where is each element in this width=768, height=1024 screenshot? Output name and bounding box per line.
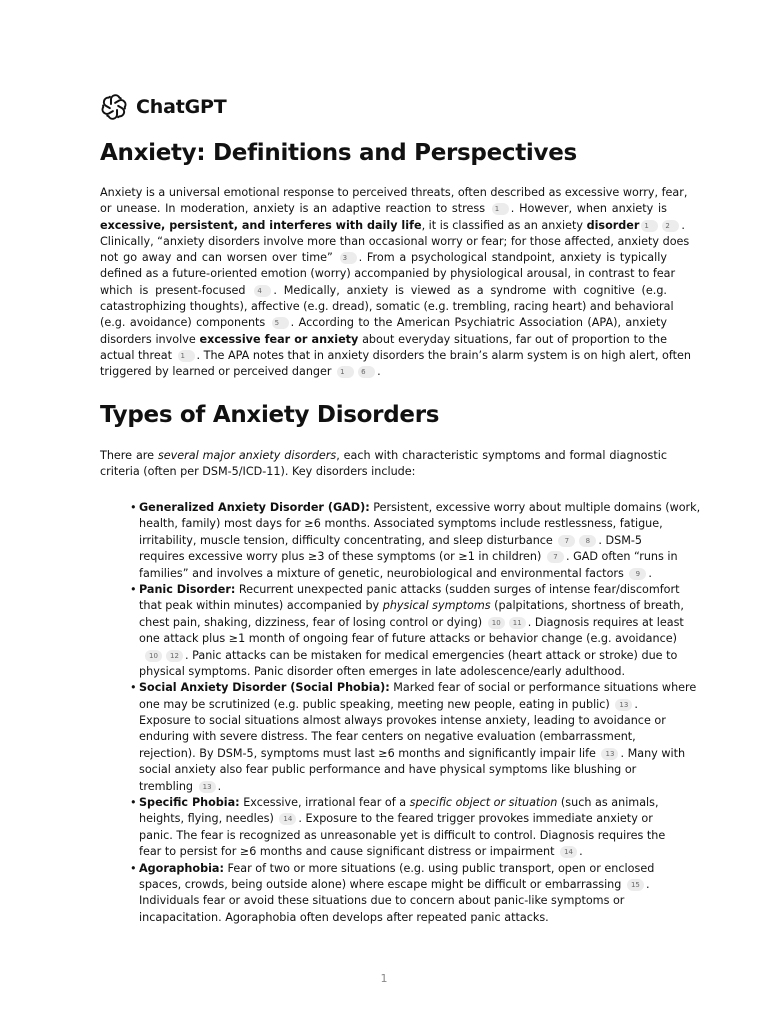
citation-badge[interactable]: 1 bbox=[337, 366, 354, 378]
text-run: . Many with bbox=[620, 746, 686, 760]
text-run: . According to the American Psychiatric Association (APA), anxiety bbox=[290, 316, 667, 330]
openai-logo-icon bbox=[100, 93, 128, 121]
citation-badge[interactable]: 3 bbox=[340, 252, 357, 264]
list-item bbox=[130, 861, 670, 927]
text-line bbox=[100, 185, 688, 201]
text-run: . Diagnosis requires at least bbox=[527, 615, 684, 629]
text-run: There are bbox=[100, 449, 158, 462]
citation-badge[interactable]: 7 bbox=[547, 551, 564, 563]
text-run: irritability, muscle tension, difficulty concentrating, and sleep disturbance bbox=[139, 533, 557, 547]
definitions-paragraph bbox=[100, 185, 691, 381]
text-line bbox=[139, 861, 670, 877]
text-run: one attack plus ≥1 month of ongoing fear of future attacks or behavior change (e.g. avoidance) bbox=[139, 632, 677, 646]
text-line bbox=[100, 315, 667, 331]
citation-badge[interactable]: 13 bbox=[601, 748, 618, 760]
text-line bbox=[100, 283, 667, 299]
citation-badge[interactable]: 12 bbox=[166, 650, 183, 662]
text-run: . bbox=[681, 218, 685, 232]
list-item bbox=[130, 680, 697, 795]
citation-badge[interactable]: 2 bbox=[662, 220, 679, 232]
text-run: disorders involve bbox=[100, 332, 200, 346]
text-run: panic. The fear is recognized as unreasonable yet is difficult to control. Diagnosis requires the bbox=[139, 828, 666, 842]
text-run: chest pain, shaking, dizziness, fear of losing control or dying) bbox=[139, 615, 486, 629]
bold-text: Social Anxiety Disorder (Social Phobia): bbox=[139, 681, 390, 695]
header bbox=[100, 93, 226, 121]
text-line bbox=[139, 648, 678, 664]
text-run: Individuals fear or avoid these situations due to concern about panic-like symptoms or bbox=[139, 894, 625, 908]
bullet-icon: • bbox=[130, 582, 137, 596]
text-run: . From a psychological standpoint, anxiety is typically bbox=[358, 251, 667, 265]
text-run: health, family) most days for ≥6 months. Associated symptoms include restlessness, fatigue, bbox=[139, 517, 663, 531]
text-line bbox=[139, 615, 684, 631]
text-run: that peak within minutes) accompanied by bbox=[139, 599, 383, 613]
text-line bbox=[100, 250, 667, 266]
text-run: (palpitations, shortness of breath, bbox=[490, 599, 684, 613]
text-line bbox=[139, 729, 670, 745]
text-line bbox=[139, 500, 701, 516]
list-item bbox=[130, 582, 684, 680]
text-run: Clinically, “anxiety disorders involve more than occasional worry or fear; for those affected, anxiety does bbox=[100, 234, 690, 248]
types-intro-paragraph bbox=[100, 448, 667, 481]
text-line bbox=[100, 364, 667, 380]
text-line bbox=[139, 582, 680, 598]
text-run: physical symptoms. Panic disorder often emerges in late adolescence/early adulthood. bbox=[139, 664, 626, 678]
italic-text: several major anxiety disorders bbox=[157, 449, 337, 462]
bold-text: Panic Disorder: bbox=[139, 582, 236, 596]
citation-badge[interactable]: 14 bbox=[279, 813, 296, 825]
text-run: . bbox=[634, 697, 638, 711]
text-run: criteria (often per DSM-5/ICD-11). Key disorders include: bbox=[100, 465, 416, 479]
citation-badge[interactable]: 4 bbox=[254, 285, 271, 297]
citation-badge[interactable]: 5 bbox=[272, 317, 289, 329]
text-run: . bbox=[579, 845, 583, 859]
citation-badge[interactable]: 1 bbox=[492, 203, 509, 215]
bold-text: Agoraphobia: bbox=[139, 861, 224, 875]
text-run: catastrophizing thoughts), affective (e.g. dread), somatic (e.g. trembling, racing heart) and behavioral bbox=[100, 300, 674, 314]
citation-badge[interactable]: 7 bbox=[558, 535, 575, 547]
text-run: , it is classified as an anxiety bbox=[421, 218, 587, 232]
text-line bbox=[139, 566, 670, 582]
citation-badge[interactable]: 6 bbox=[358, 366, 375, 378]
text-run: (such as animals, bbox=[557, 796, 659, 810]
text-run: about everyday situations, far out of proportion to the bbox=[358, 332, 667, 346]
text-run: Excessive, irrational fear of a bbox=[239, 796, 410, 810]
italic-text: specific object or situation bbox=[409, 796, 558, 810]
text-run: Exposure to social situations almost always provokes intense anxiety, leading to avoidance or bbox=[139, 714, 666, 728]
text-line bbox=[139, 516, 670, 532]
text-run: (e.g. avoidance) components bbox=[100, 316, 270, 330]
text-run: . bbox=[217, 779, 222, 793]
disorder-list bbox=[130, 500, 701, 926]
text-line bbox=[139, 877, 670, 893]
bold-text: Specific Phobia: bbox=[139, 796, 240, 810]
text-run: . bbox=[648, 566, 652, 580]
text-run: . bbox=[377, 365, 381, 379]
citation-badge[interactable]: 15 bbox=[627, 879, 644, 891]
text-line bbox=[139, 844, 670, 860]
page-number: 1 bbox=[380, 972, 388, 985]
text-line bbox=[100, 234, 690, 250]
text-run: one may be scrutinized (e.g. public speaking, meeting new people, eating in public) bbox=[139, 697, 614, 711]
text-line bbox=[139, 893, 670, 909]
bold-text: disorder bbox=[586, 218, 640, 232]
text-line bbox=[100, 464, 667, 480]
text-run: . Medically, anxiety is viewed as a syndrome with cognitive (e.g. bbox=[273, 283, 667, 297]
text-line bbox=[139, 533, 670, 549]
text-run: . Exposure to the feared trigger provokes immediate anxiety or bbox=[298, 812, 653, 826]
bold-text: Generalized Anxiety Disorder (GAD): bbox=[139, 501, 370, 514]
text-line bbox=[139, 680, 697, 696]
text-run: . Panic attacks can be mistaken for medical emergencies (heart attack or stroke) due to bbox=[185, 648, 678, 662]
text-run: Persistent, excessive worry about multiple domains (work, bbox=[369, 501, 701, 514]
section-title-definitions: Anxiety: Definitions and Perspectives bbox=[100, 140, 577, 166]
text-line bbox=[100, 348, 691, 364]
bullet-icon: • bbox=[130, 501, 137, 514]
text-line bbox=[139, 697, 670, 713]
text-line bbox=[139, 713, 670, 729]
text-run: rejection). By DSM-5, symptoms must last ≥6 months and significantly impair life bbox=[139, 746, 600, 760]
text-run: heights, flying, needles) bbox=[139, 812, 278, 826]
text-run: . GAD often “runs in bbox=[565, 550, 678, 564]
bold-text: excessive, persistent, and interferes with daily life bbox=[100, 218, 422, 232]
italic-text: physical symptoms bbox=[382, 599, 491, 613]
text-line bbox=[139, 795, 670, 811]
text-line bbox=[100, 332, 667, 348]
section-title-types: Types of Anxiety Disorders bbox=[100, 402, 440, 428]
list-item bbox=[130, 500, 701, 582]
citation-badge[interactable]: 10 bbox=[488, 617, 505, 629]
text-run: . DSM-5 bbox=[598, 533, 643, 547]
text-line bbox=[139, 779, 670, 795]
list-item bbox=[130, 795, 670, 861]
citation-badge[interactable]: 13 bbox=[199, 781, 216, 793]
citation-badge[interactable]: 1 bbox=[178, 350, 195, 362]
brand-name: ChatGPT bbox=[136, 96, 227, 118]
text-line bbox=[139, 762, 670, 778]
text-run: , each with characteristic symptoms and formal diagnostic bbox=[336, 449, 667, 462]
bullet-icon: • bbox=[130, 796, 137, 810]
citation-badge[interactable]: 13 bbox=[615, 699, 632, 711]
text-line bbox=[139, 664, 670, 680]
citation-badge[interactable]: 9 bbox=[629, 568, 646, 580]
text-line bbox=[139, 811, 670, 827]
bullet-icon: • bbox=[130, 861, 137, 875]
text-line bbox=[139, 746, 686, 762]
text-run: requires excessive worry plus ≥3 of these symptoms (or ≥1 in children) bbox=[139, 550, 545, 564]
citation-badge[interactable]: 1 bbox=[641, 220, 658, 232]
text-run: defined as a future-oriented emotion (worry) accompanied by physiological arousal, in contrast to fear bbox=[100, 267, 676, 281]
text-line bbox=[100, 448, 667, 464]
text-run: trembling bbox=[139, 779, 197, 793]
text-line bbox=[100, 266, 676, 282]
text-run: or unease. In moderation, anxiety is an adaptive reaction to stress bbox=[100, 202, 490, 216]
text-line bbox=[139, 828, 670, 844]
text-run: social anxiety also fear public performance and have physical symptoms like blushing or bbox=[139, 763, 637, 777]
text-run: Fear of two or more situations (e.g. using public transport, open or enclosed bbox=[223, 861, 655, 875]
text-run: . The APA notes that in anxiety disorders the brain’s alarm system is on high alert, often bbox=[196, 348, 691, 362]
text-run: Recurrent unexpected panic attacks (sudden surges of intense fear/discomfort bbox=[235, 582, 680, 596]
text-line bbox=[139, 598, 684, 614]
citation-badge[interactable]: 14 bbox=[560, 846, 577, 858]
text-line bbox=[139, 910, 670, 926]
text-run: triggered by learned or perceived danger bbox=[100, 365, 336, 379]
bold-text: excessive fear or anxiety bbox=[199, 332, 359, 346]
text-line bbox=[100, 201, 667, 217]
text-run: Anxiety is a universal emotional response to perceived threats, often described as excessive worry, fear, bbox=[100, 186, 688, 199]
text-run: families” and involves a mixture of genetic, neurobiological and environmental factors bbox=[139, 566, 628, 580]
text-run: . However, when anxiety is bbox=[510, 202, 667, 216]
citation-badge[interactable]: 11 bbox=[509, 617, 526, 629]
citation-badge[interactable]: 10 bbox=[145, 650, 162, 662]
text-run: enduring with severe distress. The fear centers on negative evaluation (embarrassment, bbox=[139, 730, 636, 744]
bullet-icon: • bbox=[130, 681, 137, 695]
text-line bbox=[100, 299, 674, 315]
text-run: . bbox=[645, 877, 650, 891]
citation-badge[interactable]: 8 bbox=[579, 535, 596, 547]
text-run: Marked fear of social or performance situations where bbox=[389, 681, 697, 695]
text-run: actual threat bbox=[100, 348, 176, 362]
text-line bbox=[139, 549, 678, 565]
text-run: which is present-focused bbox=[100, 283, 253, 297]
text-run: incapacitation. Agoraphobia often develops after repeated panic attacks. bbox=[139, 910, 549, 924]
text-run: not go away and can worsen over time” bbox=[100, 251, 338, 265]
text-run: spaces, crowds, being outside alone) where escape might be difficult or embarrassing bbox=[139, 877, 625, 891]
text-run: fear to persist for ≥6 months and cause significant distress or impairment bbox=[139, 845, 559, 859]
text-line bbox=[139, 631, 677, 647]
text-line bbox=[100, 218, 685, 234]
